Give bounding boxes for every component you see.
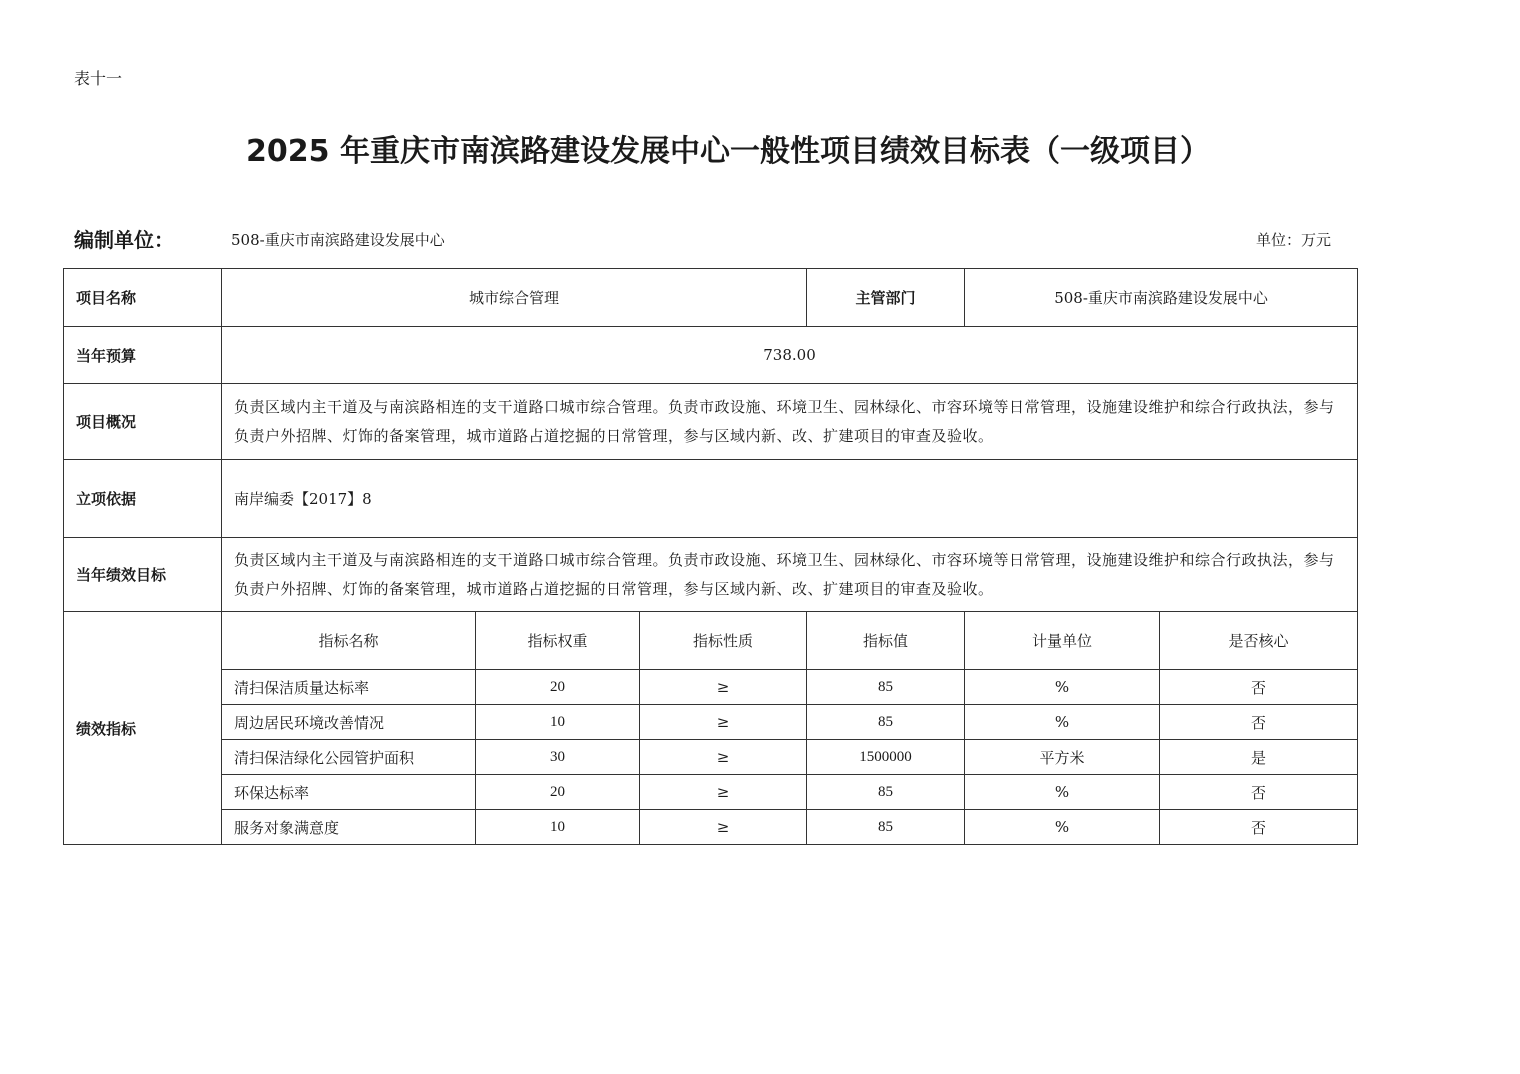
indicator-value: 85 <box>807 810 965 845</box>
table-row <box>64 740 1358 775</box>
department-value: 508-重庆市南滨路建设发展中心 <box>965 269 1358 327</box>
basis-value: 南岸编委【2017】8 <box>222 460 1358 538</box>
indicator-unit: % <box>965 775 1160 810</box>
indicator-nature: ≥ <box>640 705 807 740</box>
indicator-unit: 平方米 <box>965 740 1160 775</box>
indicator-core: 否 <box>1160 775 1358 810</box>
header-indicator-name: 指标名称 <box>222 612 476 670</box>
indicator-value: 85 <box>807 775 965 810</box>
header-weight: 指标权重 <box>476 612 640 670</box>
goal-text: 负责区域内主干道及与南滨路相连的支干道路口城市综合管理。负责市政设施、环境卫生、园林绿化、市容环境等日常管理，设施建设维护和综合行政执法，参与负责户外招牌、灯饰的备案管理，城市道路占道挖掘的日常管理，参与区域内新、改、扩建项目的审查及验收。 <box>222 538 1358 612</box>
budget-row <box>64 327 1358 384</box>
indicator-weight: 10 <box>476 705 640 740</box>
budget-value: 738.00 <box>222 327 1358 384</box>
overview-row <box>64 384 1358 460</box>
indicator-nature: ≥ <box>640 775 807 810</box>
indicator-core: 否 <box>1160 705 1358 740</box>
table-number: 表十一 <box>74 69 123 88</box>
table-row <box>64 705 1358 740</box>
basis-row <box>64 460 1358 538</box>
prepared-by-label: 编制单位： <box>74 228 174 252</box>
table-row <box>64 775 1358 810</box>
indicator-weight: 20 <box>476 775 640 810</box>
indicator-weight: 30 <box>476 740 640 775</box>
indicator-nature: ≥ <box>640 810 807 845</box>
overview-label: 项目概况 <box>64 384 222 460</box>
table-row <box>64 670 1358 705</box>
department-label: 主管部门 <box>807 269 965 327</box>
indicator-unit: % <box>965 670 1160 705</box>
document-title: 2025 年重庆市南滨路建设发展中心一般性项目绩效目标表（一级项目） <box>246 134 1210 169</box>
indicator-weight: 20 <box>476 670 640 705</box>
budget-label: 当年预算 <box>64 327 222 384</box>
performance-target-table <box>63 268 1358 845</box>
indicator-name: 清扫保洁质量达标率 <box>222 670 476 705</box>
project-name-value: 城市综合管理 <box>222 269 807 327</box>
indicator-core: 否 <box>1160 810 1358 845</box>
currency-unit: 单位：万元 <box>1256 231 1332 249</box>
indicator-nature: ≥ <box>640 670 807 705</box>
overview-text: 负责区域内主干道及与南滨路相连的支干道路口城市综合管理。负责市政设施、环境卫生、园林绿化、市容环境等日常管理，设施建设维护和综合行政执法，参与负责户外招牌、灯饰的备案管理，城市道路占道挖掘的日常管理，参与区域内新、改、扩建项目的审查及验收。 <box>222 384 1358 460</box>
indicator-core: 是 <box>1160 740 1358 775</box>
indicator-nature: ≥ <box>640 740 807 775</box>
indicators-label: 绩效指标 <box>64 612 222 845</box>
header-value: 指标值 <box>807 612 965 670</box>
indicator-name: 环保达标率 <box>222 775 476 810</box>
header-nature: 指标性质 <box>640 612 807 670</box>
indicator-value: 1500000 <box>807 740 965 775</box>
project-name-label: 项目名称 <box>64 269 222 327</box>
indicator-unit: % <box>965 705 1160 740</box>
indicator-value: 85 <box>807 705 965 740</box>
goal-label: 当年绩效目标 <box>64 538 222 612</box>
prepared-by-value: 508-重庆市南滨路建设发展中心 <box>231 231 445 249</box>
indicator-unit: % <box>965 810 1160 845</box>
header-core: 是否核心 <box>1160 612 1358 670</box>
indicator-name: 清扫保洁绿化公园管护面积 <box>222 740 476 775</box>
goal-row <box>64 538 1358 612</box>
table-row <box>64 810 1358 845</box>
indicator-name: 服务对象满意度 <box>222 810 476 845</box>
indicator-header-row <box>64 612 1358 670</box>
project-name-row <box>64 269 1358 327</box>
basis-label: 立项依据 <box>64 460 222 538</box>
indicator-weight: 10 <box>476 810 640 845</box>
indicator-name: 周边居民环境改善情况 <box>222 705 476 740</box>
indicator-value: 85 <box>807 670 965 705</box>
indicator-core: 否 <box>1160 670 1358 705</box>
header-unit: 计量单位 <box>965 612 1160 670</box>
